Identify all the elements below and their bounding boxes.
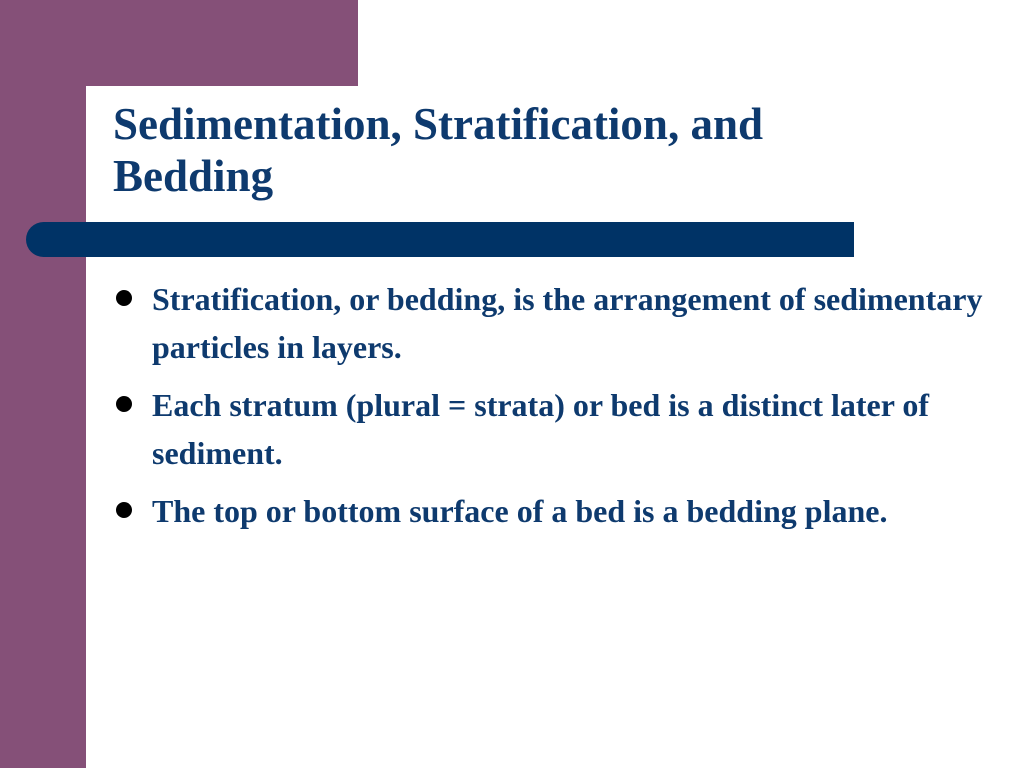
slide-title: Sedimentation, Stratification, and Bedding xyxy=(113,99,764,201)
bullet-text: Each stratum (plural = strata) or bed is a distinct later of sediment. xyxy=(152,387,929,471)
left-accent-band xyxy=(0,0,86,768)
top-accent-band xyxy=(86,0,358,86)
bullet-dot-icon xyxy=(116,290,132,306)
bullet-dot-icon xyxy=(116,502,132,518)
bullet-text: The top or bottom surface of a bed is a bedding plane. xyxy=(152,493,888,529)
bullet-list xyxy=(112,275,1002,545)
bullet-text: Stratification, or bedding, is the arrangement of sedimentary particles in layers. xyxy=(152,281,983,365)
bullet-dot-icon xyxy=(116,396,132,412)
bullet-item xyxy=(112,487,1002,535)
title-underline-bar xyxy=(26,222,854,257)
bullet-item xyxy=(112,381,1002,477)
bullet-item xyxy=(112,275,1002,371)
